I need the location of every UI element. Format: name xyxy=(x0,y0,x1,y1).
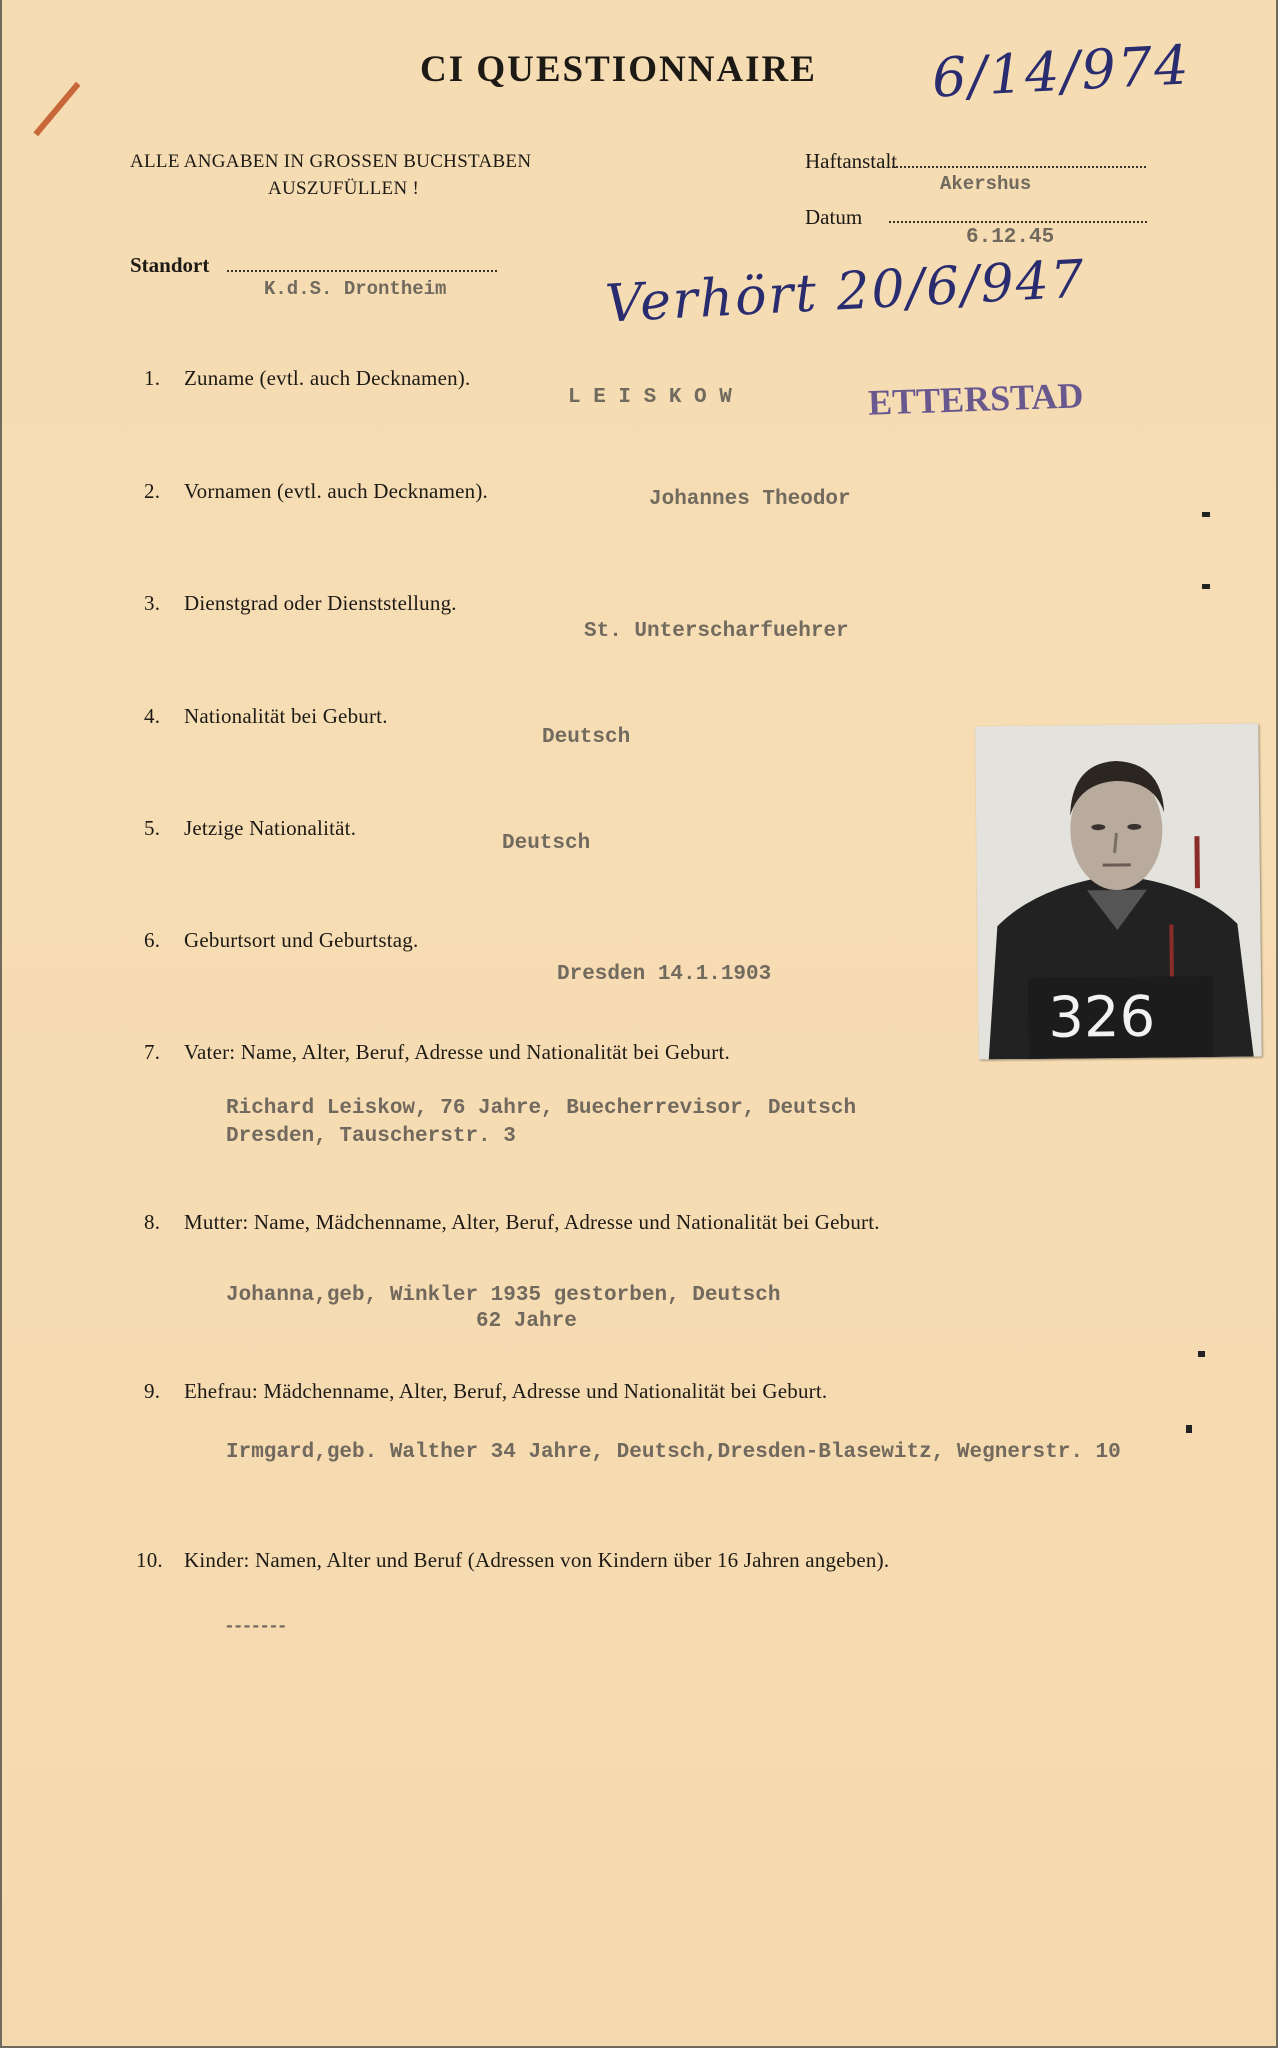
question-8-answer-line2: 62 Jahre xyxy=(476,1310,577,1333)
question-1-answer: L E I S K O W xyxy=(568,386,732,409)
datum-value: 6.12.45 xyxy=(966,226,1055,249)
question-10-label: 10. Kinder: Namen, Alter und Beruf (Adressen von Kindern über 16 Jahren angeben). xyxy=(136,1548,890,1572)
datum-line xyxy=(889,221,1147,223)
question-2-answer: Johannes Theodor xyxy=(649,488,851,511)
punch-mark xyxy=(1202,512,1210,517)
question-1-label: 1. Zuname (evtl. auch Decknamen). xyxy=(144,366,471,390)
id-number: 326 xyxy=(1047,984,1156,1051)
haftanstalt-value: Akershus xyxy=(940,173,1032,195)
page-title: CI QUESTIONNAIRE xyxy=(420,49,817,90)
pencil-mark xyxy=(33,82,80,136)
question-6-answer: Dresden 14.1.1903 xyxy=(557,963,772,986)
question-2-label: 2. Vornamen (evtl. auch Decknamen). xyxy=(144,479,488,503)
question-8-label: 8. Mutter: Name, Mädchenname, Alter, Beruf, Adresse und Nationalität bei Geburt. xyxy=(144,1210,880,1234)
instruction-line-1: ALLE ANGABEN IN GROSSEN BUCHSTABEN xyxy=(130,151,532,172)
instruction-line-2: AUSZUFÜLLEN ! xyxy=(268,178,420,199)
question-9-answer: Irmgard,geb. Walther 34 Jahre, Deutsch,Dresden-Blasewitz, Wegnerstr. 10 xyxy=(226,1441,1121,1464)
datum-label: Datum xyxy=(805,205,863,229)
question-9-label: 9. Ehefrau: Mädchenname, Alter, Beruf, Adresse und Nationalität bei Geburt. xyxy=(144,1379,828,1403)
punch-mark xyxy=(1186,1425,1192,1433)
punch-mark xyxy=(1202,584,1210,589)
handwritten-reference: 6/14/974 xyxy=(930,33,1193,110)
question-8-answer-line1: Johanna,geb, Winkler 1935 gestorben, Deutsch xyxy=(226,1284,781,1307)
question-10-answer: ------- xyxy=(224,1617,286,1637)
question-4-answer: Deutsch xyxy=(542,726,631,749)
standort-label: Standort xyxy=(130,253,210,277)
question-7-label: 7. Vater: Name, Alter, Beruf, Adresse und Nationalität bei Geburt. xyxy=(144,1040,730,1064)
question-3-label: 3. Dienstgrad oder Dienststellung. xyxy=(144,591,457,615)
question-7-answer-line2: Dresden, Tauscherstr. 3 xyxy=(226,1125,516,1148)
handwritten-note: Verhört 20/6/947 xyxy=(603,249,1088,335)
question-4-label: 4. Nationalität bei Geburt. xyxy=(144,704,388,728)
haftanstalt-line xyxy=(892,166,1146,168)
etterstad-stamp: ETTERSTAD xyxy=(867,375,1085,423)
id-number-board xyxy=(1028,976,1214,1059)
haftanstalt-label: Haftanstalt xyxy=(805,149,898,173)
question-3-answer: St. Unterscharfuehrer xyxy=(584,620,849,643)
question-5-label: 5. Jetzige Nationalität. xyxy=(144,816,357,840)
mugshot-photo xyxy=(975,724,1261,1060)
question-6-label: 6. Geburtsort und Geburtstag. xyxy=(144,928,419,952)
question-7-answer-line1: Richard Leiskow, 76 Jahre, Buecherrevisor, Deutsch xyxy=(226,1097,857,1120)
punch-mark xyxy=(1198,1351,1205,1357)
standort-value: K.d.S. Drontheim xyxy=(264,278,447,300)
standort-line xyxy=(227,270,497,272)
question-5-answer: Deutsch xyxy=(502,832,591,855)
questionnaire-page xyxy=(2,0,1276,2046)
